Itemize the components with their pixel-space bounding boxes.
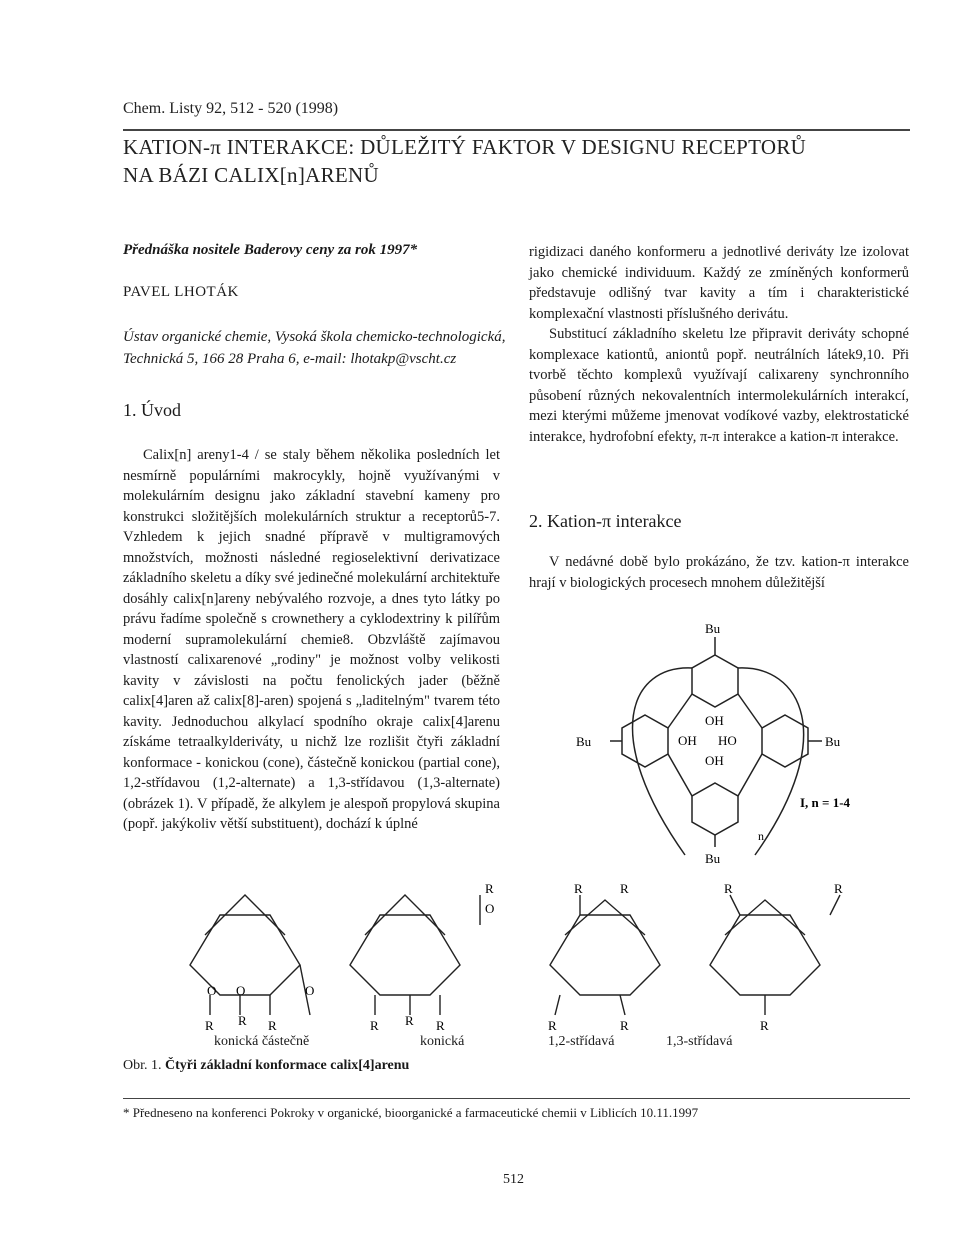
article-title bbox=[123, 133, 913, 189]
intro-text bbox=[123, 445, 500, 835]
title-line-2: NA BÁZI CALIX[n]ARENŮ bbox=[123, 163, 379, 187]
lecture-note: Přednáška nositele Baderovy ceny za rok 1997* bbox=[123, 242, 418, 258]
o-label: O bbox=[236, 983, 246, 998]
right-column-text bbox=[529, 242, 909, 447]
bu-label-top: Bu bbox=[705, 621, 721, 636]
label-partial-cone: konická částečně bbox=[214, 1034, 310, 1049]
bu-label-right: Bu bbox=[825, 734, 841, 749]
conformer-scaffold-b bbox=[350, 915, 460, 995]
r-label: R bbox=[620, 1018, 629, 1033]
r-label: R bbox=[724, 881, 733, 896]
oh-label-left: OH bbox=[678, 733, 697, 748]
cation-pi-paragraph: V nedávné době bylo prokázáno, že tzv. kation-π interakce hrají v biologických procesech mnohem důležitější bbox=[529, 554, 909, 591]
r-label: R bbox=[405, 1013, 414, 1028]
label-cone: konická bbox=[420, 1034, 465, 1049]
conformer-scaffold-d bbox=[710, 915, 820, 995]
oh-label-lower: OH bbox=[705, 753, 724, 768]
cation-pi-text bbox=[529, 552, 909, 593]
paragraph-rigidization: rigidizaci daného konformeru a jednotlivé deriváty lze izolovat jako chemické individuum. Každý ze zmíněných konformerů představuje odlišný tvar kavity a tím i charakteristické komplexační vlastnosti příslušného derivátu. bbox=[529, 244, 909, 322]
label-13-alternate: 1,3-střídavá bbox=[666, 1034, 733, 1049]
title-rule bbox=[123, 129, 910, 131]
structure-label: I, n = 1-4 bbox=[800, 795, 851, 810]
oh-label-upper: OH bbox=[705, 713, 724, 728]
o-label: O bbox=[485, 901, 495, 916]
figure-caption bbox=[123, 1058, 409, 1074]
calixarene-structure-diagram bbox=[570, 615, 910, 875]
top-phenyl-ring bbox=[692, 655, 738, 707]
label-12-alternate: 1,2-střídavá bbox=[548, 1034, 615, 1049]
bu-label-left: Bu bbox=[576, 734, 592, 749]
caption-text: Čtyři základní konformace calix[4]arenu bbox=[165, 1058, 410, 1073]
conformations-figure bbox=[150, 875, 910, 1035]
r-label: R bbox=[760, 1018, 769, 1033]
o-label: O bbox=[207, 983, 217, 998]
r-label: R bbox=[574, 881, 583, 896]
footnote-rule bbox=[123, 1098, 910, 1099]
author-name: PAVEL LHOTÁK bbox=[123, 284, 239, 300]
left-phenyl-ring bbox=[622, 715, 668, 767]
r-label: R bbox=[205, 1018, 214, 1033]
title-line-1: KATION-π INTERAKCE: DŮLEŽITÝ FAKTOR V DESIGNU RECEPTORŮ bbox=[123, 135, 807, 159]
section-heading-intro: 1. Úvod bbox=[123, 400, 181, 420]
n-subscript-label: n bbox=[758, 829, 764, 843]
intro-paragraph: Calix[n] areny1-4 / se staly během několika posledních let nesmírně populárními makrocykly, hojně využívanými v molekulárním designu jako základní stavební kameny pro konstrukci složitějších molekulárních struktur a receptorů5-7. Vzhledem k jejich snadné přípravě v multigramových množstvích, možnosti následné regioselektivní derivatizace základního skeletu a díky své jedinečné molekulární architektuře dosáhly calix[n]areny nebývalého rozvoje, a dnes tyto látky po právu řadíme společně s crownethery a cyklodextriny k pilířům moderní supramolekulární chemie8. Obzvláště zajímavou vlastností calixarenové „rodiny" je možnost volby velikosti kavity v závislosti na počtu fenolických jader (běžně calix[4]aren až calix[8]-aren) spojená s „laditelným" tvarem této kavity. Jednoduchou alkylací spodního okraje calix[4]arenu získáme tetraalkylderiváty, u nichž lze rozlišit čtyři základní konformace - konickou (cone), částečně konickou (partial cone), 1,2-střídavou (1,2-alternate) a 1,3-střídavou (1,3-alternate) (obrázek 1). V případě, že alkylem je alespoň propylová skupina (popř. jakýkoliv větší substituent), dochází k úplné bbox=[123, 447, 500, 832]
journal-citation: Chem. Listy 92, 512 - 520 (1998) bbox=[123, 100, 339, 117]
affiliation: Ústav organické chemie, Vysoká škola chemicko-technologická, Technická 5, 166 28 Praha 6, e-mail: lhotakp@vscht.cz bbox=[123, 329, 506, 367]
r-label: R bbox=[370, 1018, 379, 1033]
section-heading-cation-pi: 2. Kation-π interakce bbox=[529, 511, 682, 531]
caption-prefix: Obr. 1. bbox=[123, 1058, 162, 1073]
bottom-phenyl-ring bbox=[692, 783, 738, 835]
r-label: R bbox=[834, 881, 843, 896]
r-label: R bbox=[268, 1018, 277, 1033]
paragraph-complexation: Substitucí základního skeletu lze připravit deriváty schopné komplexace kationtů, aniontů popř. neutrálních látek9,10. Při tvorbě těchto komplexů využívají calixareny synchronního působení různých nekovalentních intermolekulárních interakcí, mezi kterými můžeme jmenovat vodíkové vazby, elektrostatické interakce, hydrofobní efekty, π-π interakce a kation-π interakce. bbox=[529, 326, 909, 445]
ho-label-right: HO bbox=[718, 733, 737, 748]
r-label: R bbox=[485, 881, 494, 896]
r-label: R bbox=[238, 1013, 247, 1028]
bu-label-bottom: Bu bbox=[705, 851, 721, 866]
conformer-scaffold-c bbox=[550, 915, 660, 995]
r-label: R bbox=[548, 1018, 557, 1033]
o-label: O bbox=[305, 983, 315, 998]
r-label: R bbox=[436, 1018, 445, 1033]
r-label: R bbox=[620, 881, 629, 896]
footnote: * Předneseno na konferenci Pokroky v organické, bioorganické a farmaceutické chemii v Liblicích 10.11.1997 bbox=[123, 1105, 699, 1120]
page-number: 512 bbox=[503, 1172, 524, 1187]
